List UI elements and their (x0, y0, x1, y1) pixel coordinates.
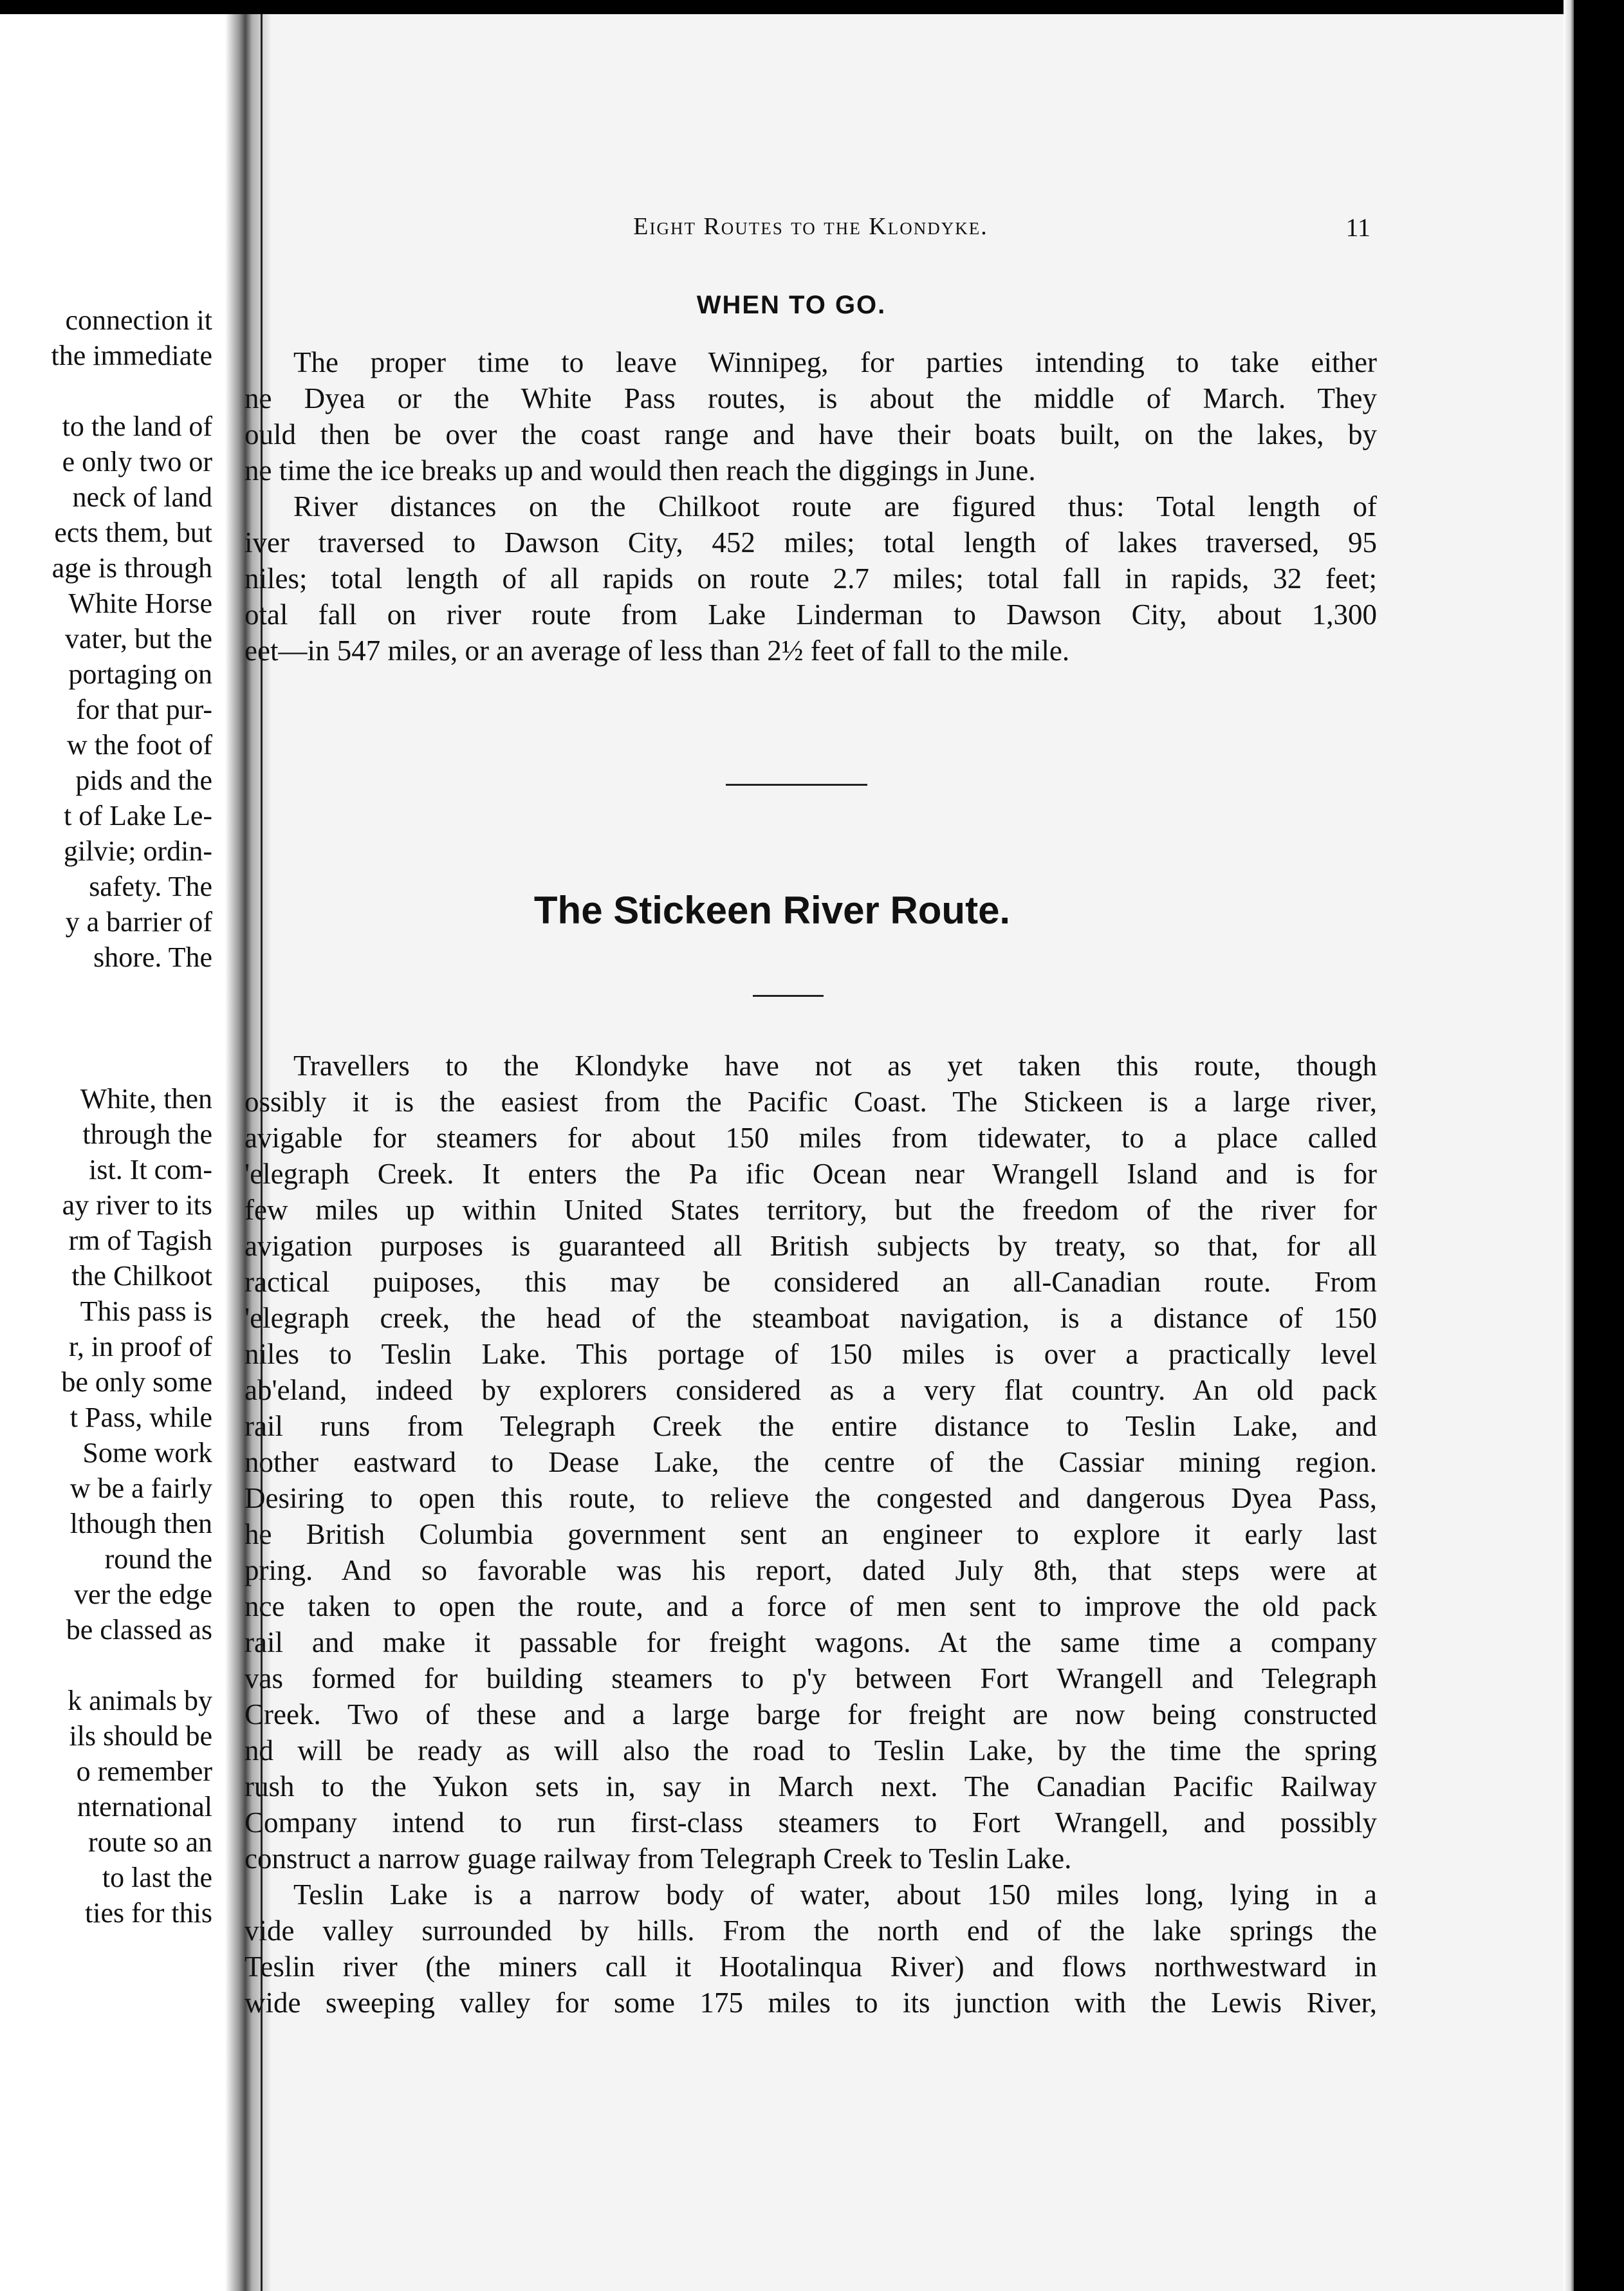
body-text-line: rail runs from Telegraph Creek the entire distance to Teslin Lake, and (245, 1410, 1377, 1442)
left-page-line (0, 1046, 212, 1082)
left-page-line: through the (82, 1118, 212, 1150)
left-page-line: gilvie; ordin- (64, 835, 212, 867)
scan-border-top (0, 0, 1624, 14)
title-underline-rule (753, 995, 824, 997)
left-page-line: neck of land (72, 481, 212, 513)
body-text-line: avigable for steamers for about 150 miles from tidewater, to a place called (245, 1122, 1377, 1154)
left-page-line: be only some (61, 1366, 212, 1398)
left-page-line: o remember (76, 1756, 212, 1787)
left-page-line: Some work (82, 1437, 212, 1469)
body-text-line: niles to Teslin Lake. This portage of 150 miles is over a practically level (245, 1338, 1377, 1370)
body-text-line: 'elegraph creek, the head of the steamboat navigation, is a distance of 150 (245, 1302, 1377, 1334)
left-page-line: ist. It com- (89, 1154, 212, 1185)
body-text-line: nce taken to open the route, and a force of men sent to improve the old pack (245, 1590, 1377, 1622)
left-page-line: the immediate (51, 340, 212, 371)
body-text-line: ossibly it is the easiest from the Pacific Coast. The Stickeen is a large river, (245, 1086, 1377, 1118)
left-page-line (0, 1647, 212, 1683)
left-page-line: r, in proof of (68, 1331, 212, 1362)
left-page-line: for that pur- (76, 694, 212, 725)
left-page-line: be classed as (66, 1614, 212, 1646)
body-text-line: Company intend to run first-class steamers to Fort Wrangell, and possibly (245, 1806, 1377, 1839)
chapter-title: The Stickeen River Route. (533, 889, 1011, 932)
left-page-line: portaging on (68, 658, 212, 690)
left-page-line: to the land of (62, 411, 212, 442)
page-number: 11 (1345, 213, 1370, 242)
left-page-line: shore. The (93, 941, 212, 973)
left-page-line: ver the edge (74, 1579, 212, 1610)
left-page-line: k animals by (68, 1685, 212, 1716)
left-page-line (0, 1010, 212, 1046)
body-text-line: otal fall on river route from Lake Linderman to Dawson City, about 1,300 (245, 598, 1377, 631)
left-page-line: w the foot of (66, 729, 212, 761)
body-text-line: River distances on the Chilkoot route are figured thus: Total length of (293, 490, 1377, 523)
left-page-line: lthough then (69, 1508, 212, 1539)
body-text-line: ractical puiposes, this may be considered an all-Canadian route. From (245, 1266, 1377, 1298)
left-page-line: connection it (65, 304, 212, 336)
left-page-line: to last the (102, 1862, 212, 1893)
left-page-line: ils should be (69, 1720, 212, 1752)
body-text-line: ne Dyea or the White Pass routes, is about the middle of March. They (245, 382, 1377, 414)
body-text-line: ould then be over the coast range and have their boats built, on the lakes, by (245, 418, 1377, 450)
body-text-line: Travellers to the Klondyke have not as yet taken this route, though (293, 1050, 1377, 1082)
left-page-line: y a barrier of (65, 906, 212, 938)
body-text-line: Teslin Lake is a narrow body of water, about 150 miles long, lying in a (293, 1878, 1377, 1911)
section-heading-when-to-go: WHEN TO GO. (696, 291, 887, 319)
left-page-line: White, then (80, 1083, 212, 1115)
left-page-line (0, 975, 212, 1011)
left-page-line: age is through (51, 552, 212, 584)
left-page-line: ects them, but (54, 517, 212, 548)
left-page-line: w be a fairly (69, 1472, 212, 1504)
left-page-line: the Chilkoot (71, 1260, 212, 1292)
left-page-line: round the (104, 1543, 212, 1575)
body-text-line: iver traversed to Dawson City, 452 miles; total length of lakes traversed, 95 (245, 526, 1377, 559)
body-text-line: nd will be ready as will also the road to Teslin Lake, by the time the spring (245, 1734, 1377, 1767)
left-page-line: White Horse (68, 588, 212, 619)
body-text-line: niles; total length of all rapids on route 2.7 miles; total fall in rapids, 32 feet; (245, 562, 1377, 595)
left-page-line: e only two or (62, 446, 212, 478)
body-text-line: avigation purposes is guaranteed all British subjects by treaty, so that, for all (245, 1230, 1377, 1262)
body-text-line: ne time the ice breaks up and would then reach the diggings in June. (245, 454, 1036, 487)
left-page-line: t of Lake Le- (64, 800, 212, 831)
body-text-line: rail and make it passable for freight wagons. At the same time a company (245, 1626, 1377, 1658)
body-text-line: vide valley surrounded by hills. From the north end of the lake springs the (245, 1915, 1377, 1947)
left-page-line: nternational (77, 1791, 212, 1823)
left-page-line: ties for this (85, 1897, 212, 1929)
body-text-line: Creek. Two of these and a large barge for freight are now being constructed (245, 1698, 1377, 1730)
left-page-line: pids and the (75, 765, 212, 796)
left-page-line (0, 373, 212, 409)
body-text-line: few miles up within United States territory, but the freedom of the river for (245, 1194, 1377, 1226)
running-head: Eight Routes to the Klondyke. (633, 213, 988, 240)
body-text-line: rush to the Yukon sets in, say in March next. The Canadian Pacific Railway (245, 1770, 1377, 1803)
body-text-line: Teslin river (the miners call it Hootalinqua River) and flows northwestward in (245, 1951, 1377, 1983)
body-text-line: pring. And so favorable was his report, dated July 8th, that steps were at (245, 1554, 1377, 1586)
left-page-line: rm of Tagish (68, 1225, 212, 1256)
body-text-line: vas formed for building steamers to p'y between Fort Wrangell and Telegraph (245, 1662, 1377, 1694)
body-text-line: he British Columbia government sent an engineer to explore it early last (245, 1518, 1377, 1550)
body-text-line: 'elegraph Creek. It enters the Pa ific Ocean near Wrangell Island and is for (245, 1158, 1377, 1190)
body-text-line: construct a narrow guage railway from Telegraph Creek to Teslin Lake. (245, 1842, 1072, 1875)
left-page-line: route so an (88, 1826, 212, 1858)
left-page-line: ay river to its (62, 1189, 212, 1221)
left-page-line: vater, but the (64, 623, 212, 654)
scan-border-right (1574, 0, 1624, 2291)
body-text-line: wide sweeping valley for some 175 miles to its junction with the Lewis River, (245, 1987, 1377, 2019)
section-divider-rule (726, 784, 867, 786)
left-page-line: safety. The (89, 871, 212, 902)
body-text-line: ab'eland, indeed by explorers considered as a very flat country. An old pack (245, 1374, 1377, 1406)
body-text-line: nother eastward to Dease Lake, the centre of the Cassiar mining region. (245, 1446, 1377, 1478)
body-text-line: The proper time to leave Winnipeg, for parties intending to take either (293, 346, 1377, 378)
body-text-line: eet—in 547 miles, or an average of less than 2½ feet of fall to the mile. (245, 635, 1070, 667)
left-page-line: This pass is (80, 1295, 212, 1327)
body-text-line: Desiring to open this route, to relieve the congested and dangerous Dyea Pass, (245, 1482, 1377, 1514)
left-page-line: t Pass, while (69, 1402, 212, 1433)
